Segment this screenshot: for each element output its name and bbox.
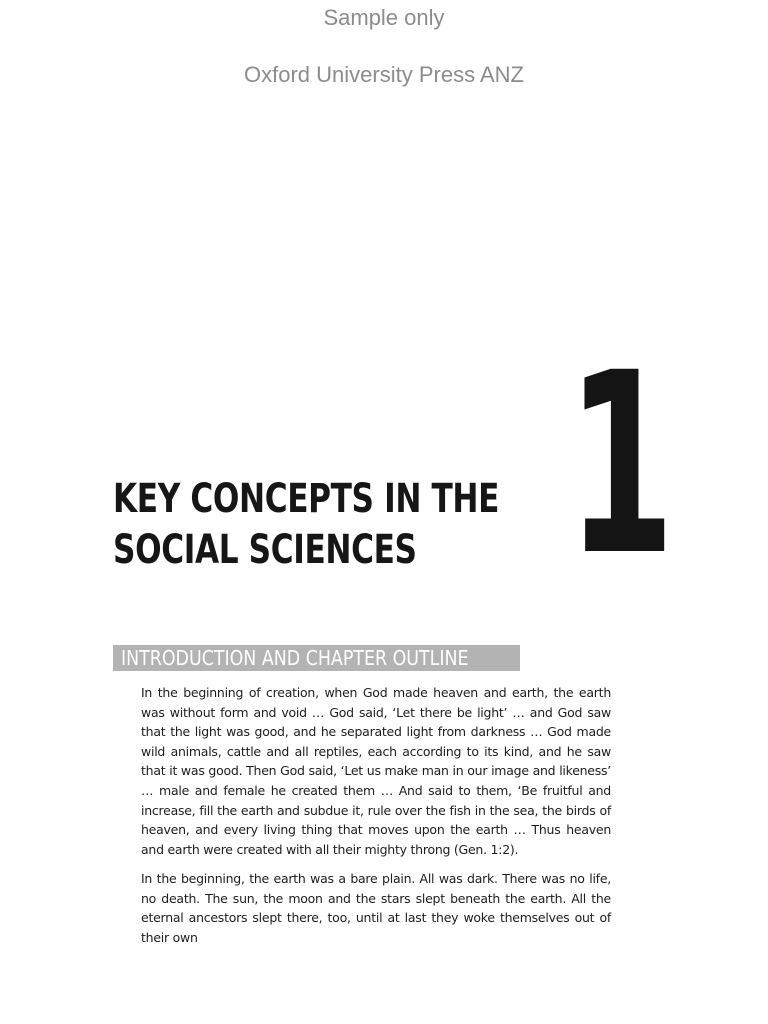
genesis-quote-paragraph: In the beginning of creation, when God made heaven and earth, the earth was without form and void … God said, ‘Let there be light’ … and God saw that the light was good, and he separated light from darkness … God made wild animals, cattle and all reptiles, each according to its kind, and he saw that it was good. Then God said, ‘Let us make man in our image and likeness’ … male and female he created them … And said to them, ‘Be fruitful and increase, fill the earth and subdue it, rule over the fish in the sea, the birds of heaven, and every living thing that moves upon the earth … Thus heaven and earth were created with all their mighty throng (Gen. 1:2).: [141, 685, 611, 857]
chapter-number: 1: [567, 319, 675, 610]
watermark-publisher: Oxford University Press ANZ: [244, 62, 524, 87]
chapter-title: KEY CONCEPTS IN THE SOCIAL SCIENCES: [113, 476, 500, 573]
section-heading: INTRODUCTION AND CHAPTER OUTLINE: [121, 646, 469, 670]
creation-story-paragraph: In the beginning, the earth was a bare plain. All was dark. There was no life, no death. The sun, the moon and the stars slept beneath the earth. All the eternal ancestors slept there, too, until at last they woke themselves out of their own: [141, 871, 611, 945]
watermark-sample-only: Sample only: [323, 5, 445, 30]
